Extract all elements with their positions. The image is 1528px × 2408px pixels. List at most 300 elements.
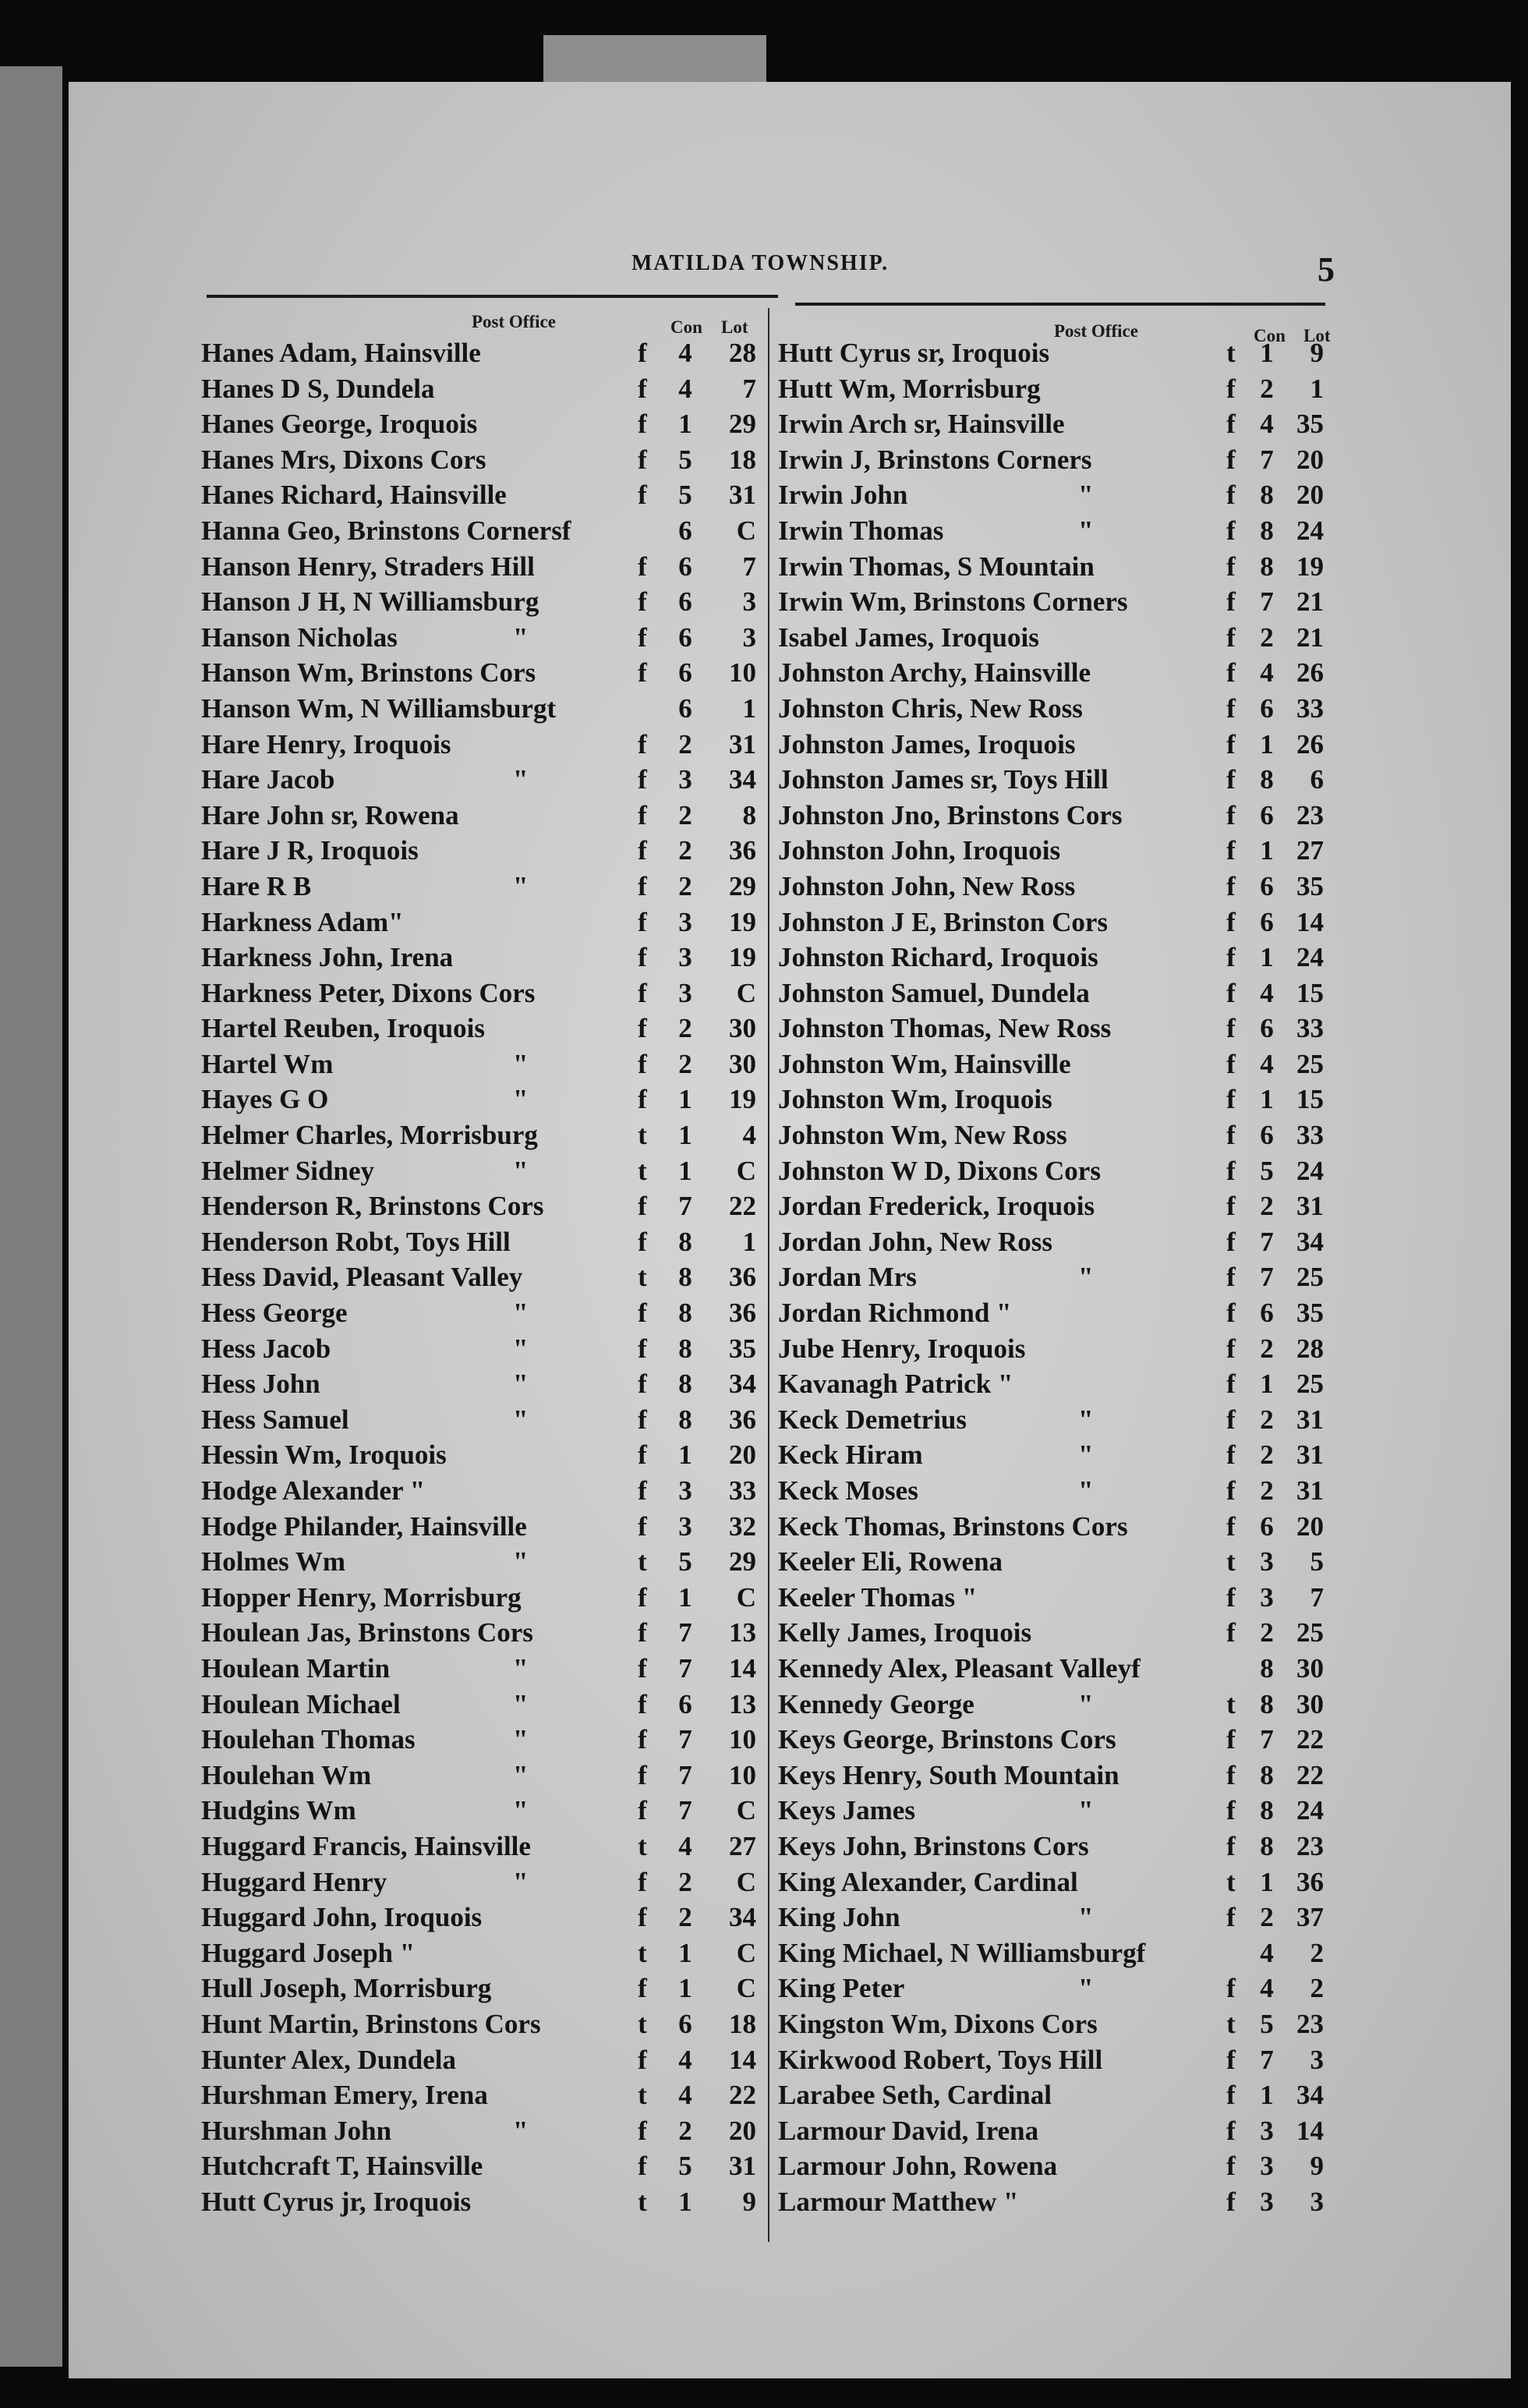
lot-number: 24: [1296, 1795, 1324, 1826]
lot-number: 2: [1310, 1937, 1324, 1968]
entry-name: King Peter: [778, 1973, 905, 2004]
scanner-tab: [543, 35, 766, 82]
concession-number: 5: [678, 444, 692, 475]
entry-name: Henderson R, Brinstons Cors: [201, 1191, 544, 1222]
concession-number: 7: [1260, 444, 1274, 475]
concession-number: 2: [1260, 1191, 1274, 1222]
entry-name: King John: [778, 1902, 900, 1933]
ditto-mark: ": [513, 1724, 529, 1755]
directory-entry: [201, 1473, 762, 1509]
ditto-mark: ": [513, 1333, 529, 1364]
directory-entry: [201, 335, 762, 371]
directory-entry: [778, 1259, 1324, 1295]
right-post-office-header: Post Office: [1054, 321, 1138, 341]
lot-number: 24: [1296, 942, 1324, 973]
concession-number: 4: [678, 2080, 692, 2111]
concession-number: 8: [1260, 551, 1274, 582]
directory-entry: [778, 1366, 1324, 1402]
lot-number: 14: [729, 2044, 756, 2075]
tenure-code: t: [638, 2186, 647, 2217]
lot-number: 25: [1296, 1617, 1324, 1648]
directory-entry: [201, 798, 762, 834]
concession-number: 7: [1260, 586, 1274, 618]
directory-entry: [201, 584, 762, 620]
tenure-code: t: [1226, 1546, 1236, 1578]
directory-entry: [201, 371, 762, 407]
tenure-code: f: [638, 1759, 647, 1790]
lot-number: 34: [1296, 2080, 1324, 2111]
entry-name: Hunt Martin, Brinstons Cors: [201, 2008, 541, 2039]
lot-number: 28: [729, 338, 756, 368]
lot-number: 36: [1296, 1866, 1324, 1897]
tenure-code: f: [638, 338, 647, 368]
lot-number: C: [736, 1155, 756, 1186]
entry-name: Keck Thomas, Brinstons Cors: [778, 1510, 1128, 1542]
directory-entry: [201, 2006, 762, 2042]
lot-number: 25: [1296, 1048, 1324, 1079]
tenure-code: f: [1226, 764, 1236, 795]
entry-name: Jordan Mrs: [778, 1262, 917, 1293]
directory-entry: [201, 905, 762, 940]
lot-number: 22: [729, 2080, 756, 2111]
ditto-mark: ": [1078, 1439, 1094, 1471]
lot-number: 14: [729, 1652, 756, 1684]
lot-number: 33: [729, 1475, 756, 1506]
tenure-code: f: [1226, 1226, 1236, 1257]
directory-entry: [778, 335, 1324, 371]
concession-number: 7: [678, 1759, 692, 1790]
tenure-code: t: [1226, 1866, 1236, 1897]
tenure-code: f: [1226, 2080, 1236, 2111]
ditto-mark: ": [1078, 1688, 1094, 1719]
entry-name: Johnston John, Iroquois: [778, 835, 1061, 866]
concession-number: 7: [1260, 1226, 1274, 1257]
entry-name: Johnston J E, Brinston Cors: [778, 906, 1109, 937]
directory-entry: [201, 1509, 762, 1545]
page-title: MATILDA TOWNSHIP.: [631, 251, 890, 275]
directory-entry: [201, 1366, 762, 1402]
concession-number: 8: [678, 1369, 692, 1400]
concession-number: 4: [1260, 1973, 1274, 2004]
lot-number: 19: [729, 1084, 756, 1115]
lot-number: 7: [742, 373, 756, 404]
concession-number: 7: [678, 1652, 692, 1684]
entry-name: Hunter Alex, Dundela: [201, 2044, 457, 2075]
entry-name: Keys George, Brinstons Cors: [778, 1724, 1116, 1755]
tenure-code: f: [1226, 692, 1236, 724]
tenure-code: f: [1226, 1902, 1236, 1933]
entry-name: Johnston Samuel, Dundela: [778, 977, 1090, 1008]
concession-number: 4: [1260, 1937, 1274, 1968]
tenure-code: f: [638, 409, 647, 440]
right-directory-column: [778, 335, 1324, 2219]
directory-entry: [778, 1437, 1324, 1473]
tenure-code: f: [1226, 835, 1236, 866]
concession-number: 2: [1260, 621, 1274, 653]
tenure-code: t: [1226, 338, 1236, 368]
lot-number: 14: [1296, 2115, 1324, 2146]
directory-entry: [778, 1153, 1324, 1189]
directory-entry: [778, 1046, 1324, 1082]
entry-name: Johnston Thomas, New Ross: [778, 1013, 1112, 1044]
concession-number: 2: [1260, 1475, 1274, 1506]
tenure-code: f: [1226, 586, 1236, 618]
directory-entry: [778, 869, 1324, 905]
lot-number: 14: [1296, 906, 1324, 937]
lot-number: 33: [1296, 1120, 1324, 1151]
ditto-mark: ": [513, 1155, 529, 1186]
entry-name: Hare R B: [201, 870, 312, 901]
entry-name: Hanna Geo, Brinstons Cornersf: [201, 515, 571, 546]
concession-number: 4: [678, 2044, 692, 2075]
entry-name: Keck Hiram: [778, 1439, 923, 1471]
entry-name: Larmour David, Irena: [778, 2115, 1039, 2146]
lot-number: 37: [1296, 1902, 1324, 1933]
tenure-code: f: [1226, 1084, 1236, 1115]
tenure-code: f: [1226, 870, 1236, 901]
lot-number: 20: [729, 2115, 756, 2146]
tenure-code: f: [638, 906, 647, 937]
concession-number: 1: [678, 409, 692, 440]
lot-number: 36: [729, 1262, 756, 1293]
lot-number: 27: [729, 1830, 756, 1861]
entry-name: Henderson Robt, Toys Hill: [201, 1226, 511, 1257]
directory-entry: [778, 1722, 1324, 1758]
lot-number: 9: [1310, 2151, 1324, 2182]
entry-name: Helmer Charles, Morrisburg: [201, 1120, 538, 1151]
tenure-code: f: [1226, 2151, 1236, 2182]
directory-entry: [778, 2077, 1324, 2113]
tenure-code: f: [638, 657, 647, 689]
tenure-code: f: [638, 1013, 647, 1044]
directory-entry: [778, 1117, 1324, 1153]
directory-entry: [201, 655, 762, 691]
directory-entry: [201, 1687, 762, 1723]
lot-number: 9: [1310, 338, 1324, 368]
concession-number: 2: [678, 799, 692, 830]
tenure-code: f: [638, 728, 647, 760]
concession-number: 7: [678, 1191, 692, 1222]
entry-name: Hodge Alexander ": [201, 1475, 426, 1506]
lot-number: 23: [1296, 799, 1324, 830]
lot-number: 18: [729, 2008, 756, 2039]
directory-entry: [778, 1651, 1324, 1687]
entry-name: Johnston Wm, Iroquois: [778, 1084, 1052, 1115]
concession-number: 2: [1260, 1404, 1274, 1435]
lot-number: 22: [729, 1191, 756, 1222]
concession-number: 1: [678, 1439, 692, 1471]
tenure-code: f: [638, 1581, 647, 1613]
lot-number: 10: [729, 1759, 756, 1790]
concession-number: 8: [1260, 1652, 1274, 1684]
directory-entry: [201, 2042, 762, 2078]
concession-number: 1: [1260, 2080, 1274, 2111]
directory-entry: [201, 1758, 762, 1794]
directory-entry: [778, 1331, 1324, 1367]
concession-number: 4: [678, 338, 692, 368]
lot-number: 23: [1296, 1830, 1324, 1861]
tenure-code: f: [1226, 409, 1236, 440]
lot-number: 19: [729, 906, 756, 937]
lot-number: 22: [1296, 1724, 1324, 1755]
directory-entry: [778, 691, 1324, 727]
entry-name: Hare J R, Iroquois: [201, 835, 419, 866]
directory-entry: [201, 1117, 762, 1153]
entry-name: Keck Moses: [778, 1475, 918, 1506]
entry-name: Jordan Frederick, Iroquois: [778, 1191, 1095, 1222]
concession-number: 2: [1260, 1333, 1274, 1364]
concession-number: 2: [1260, 373, 1274, 404]
lot-number: 33: [1296, 1013, 1324, 1044]
lot-number: C: [736, 1973, 756, 2004]
ditto-mark: ": [1078, 1262, 1094, 1293]
concession-number: 1: [1260, 338, 1274, 368]
tenure-code: f: [638, 1688, 647, 1719]
entry-name: Hanson Nicholas: [201, 621, 398, 653]
concession-number: 6: [678, 692, 692, 724]
entry-name: Irwin Thomas: [778, 515, 944, 546]
concession-number: 1: [678, 1120, 692, 1151]
right-lot-header: Lot: [1303, 326, 1331, 345]
directory-entry: [778, 1829, 1324, 1864]
directory-entry: [778, 1687, 1324, 1723]
directory-entry: [778, 905, 1324, 940]
entry-name: Hare Jacob: [201, 764, 335, 795]
tenure-code: f: [638, 977, 647, 1008]
lot-number: 35: [1296, 1298, 1324, 1329]
ditto-mark: ": [513, 1759, 529, 1790]
entry-name: Huggard Francis, Hainsville: [201, 1830, 531, 1861]
lot-number: 23: [1296, 2008, 1324, 2039]
entry-name: Keeler Eli, Rowena: [778, 1546, 1003, 1578]
directory-entry: [778, 762, 1324, 798]
entry-name: Irwin J, Brinstons Corners: [778, 444, 1092, 475]
entry-name: Houlean Martin: [201, 1652, 391, 1684]
concession-number: 8: [1260, 480, 1274, 511]
directory-entry: [201, 1580, 762, 1616]
tenure-code: f: [1226, 1298, 1236, 1329]
directory-entry: [201, 1437, 762, 1473]
tenure-code: f: [638, 373, 647, 404]
concession-number: 1: [1260, 942, 1274, 973]
directory-entry: [201, 1971, 762, 2006]
concession-number: 1: [1260, 1369, 1274, 1400]
lot-number: 31: [1296, 1191, 1324, 1222]
tenure-code: f: [1226, 1830, 1236, 1861]
concession-number: 6: [1260, 799, 1274, 830]
concession-number: 7: [1260, 1262, 1274, 1293]
entry-name: Hurshman Emery, Irena: [201, 2080, 488, 2111]
lot-number: 28: [1296, 1333, 1324, 1364]
directory-entry: [778, 549, 1324, 585]
directory-entry: [778, 2148, 1324, 2184]
tenure-code: f: [1226, 621, 1236, 653]
entry-name: Hanes D S, Dundela: [201, 373, 435, 404]
directory-entry: [201, 1544, 762, 1580]
directory-entry: [201, 1046, 762, 1082]
ditto-mark: ": [1078, 480, 1094, 511]
lot-number: 31: [729, 728, 756, 760]
entry-name: Keck Demetrius: [778, 1404, 967, 1435]
entry-name: Hayes G O: [201, 1084, 329, 1115]
tenure-code: f: [638, 1973, 647, 2004]
tenure-code: t: [1226, 2008, 1236, 2039]
concession-number: 6: [1260, 1013, 1274, 1044]
concession-number: 1: [678, 2186, 692, 2217]
entry-name: Houlehan Thomas: [201, 1724, 416, 1755]
concession-number: 8: [678, 1262, 692, 1293]
tenure-code: f: [638, 586, 647, 618]
lot-number: 35: [729, 1333, 756, 1364]
ditto-mark: ": [1078, 1973, 1094, 2004]
entry-name: Keeler Thomas ": [778, 1581, 978, 1613]
lot-number: 25: [1296, 1369, 1324, 1400]
directory-entry: [778, 1224, 1324, 1260]
concession-number: 4: [678, 373, 692, 404]
tenure-code: f: [638, 870, 647, 901]
entry-name: Huggard John, Iroquois: [201, 1902, 483, 1933]
directory-entry: [778, 406, 1324, 442]
ditto-mark: ": [513, 1298, 529, 1329]
directory-entry: [778, 477, 1324, 513]
concession-number: 2: [678, 1866, 692, 1897]
lot-number: 1: [742, 692, 756, 724]
concession-number: 2: [678, 870, 692, 901]
tenure-code: f: [1226, 2186, 1236, 2217]
directory-entry: [201, 833, 762, 869]
lot-number: 4: [742, 1120, 756, 1151]
directory-entry: [778, 1011, 1324, 1046]
concession-number: 3: [678, 977, 692, 1008]
tenure-code: f: [1226, 657, 1236, 689]
entry-name: Johnston James, Iroquois: [778, 728, 1076, 760]
directory-entry: [201, 727, 762, 763]
concession-number: 6: [1260, 870, 1274, 901]
entry-name: Harkness Peter, Dixons Cors: [201, 977, 536, 1008]
directory-entry: [778, 620, 1324, 656]
ditto-mark: ": [513, 1652, 529, 1684]
entry-name: Hopper Henry, Morrisburg: [201, 1581, 522, 1613]
ditto-mark: ": [513, 870, 529, 901]
concession-number: 4: [1260, 657, 1274, 689]
concession-number: 4: [1260, 1048, 1274, 1079]
concession-number: 2: [678, 728, 692, 760]
concession-number: 8: [1260, 1830, 1274, 1861]
directory-entry: [778, 727, 1324, 763]
tenure-code: f: [1226, 728, 1236, 760]
lot-number: 30: [1296, 1652, 1324, 1684]
tenure-code: f: [1226, 1191, 1236, 1222]
entry-name: Hare Henry, Iroquois: [201, 728, 451, 760]
directory-entry: [778, 940, 1324, 976]
right-con-header: Con: [1254, 326, 1286, 345]
directory-entry: [201, 2148, 762, 2184]
directory-entry: [201, 691, 762, 727]
directory-entry: [201, 869, 762, 905]
adjacent-page-edge: [0, 66, 62, 2367]
directory-entry: [201, 1224, 762, 1260]
tenure-code: f: [638, 1084, 647, 1115]
lot-number: 20: [1296, 480, 1324, 511]
concession-number: 6: [1260, 906, 1274, 937]
tenure-code: f: [638, 2115, 647, 2146]
tenure-code: f: [1226, 1262, 1236, 1293]
lot-number: 34: [729, 1369, 756, 1400]
concession-number: 7: [678, 1795, 692, 1826]
tenure-code: f: [1226, 1013, 1236, 1044]
tenure-code: f: [638, 2044, 647, 2075]
concession-number: 8: [678, 1333, 692, 1364]
directory-entry: [778, 1864, 1324, 1900]
tenure-code: f: [638, 1191, 647, 1222]
entry-name: Hanes Mrs, Dixons Cors: [201, 444, 486, 475]
tenure-code: f: [1226, 1759, 1236, 1790]
concession-number: 8: [1260, 515, 1274, 546]
directory-entry: [201, 1900, 762, 1935]
lot-number: 3: [742, 586, 756, 618]
concession-number: 3: [678, 906, 692, 937]
concession-number: 6: [678, 586, 692, 618]
lot-number: 27: [1296, 835, 1324, 866]
lot-number: 10: [729, 657, 756, 689]
directory-entry: [201, 1935, 762, 1971]
entry-name: Johnston Richard, Iroquois: [778, 942, 1098, 973]
directory-entry: [778, 371, 1324, 407]
directory-entry: [201, 1402, 762, 1438]
header-rule-right: [795, 303, 1325, 306]
lot-number: 31: [1296, 1404, 1324, 1435]
concession-number: 2: [678, 835, 692, 866]
directory-entry: [201, 549, 762, 585]
entry-name: Hanson Wm, N Williamsburgt: [201, 692, 557, 724]
concession-number: 4: [678, 1830, 692, 1861]
concession-number: 1: [678, 1155, 692, 1186]
lot-number: 24: [1296, 515, 1324, 546]
concession-number: 5: [1260, 2008, 1274, 2039]
entry-name: Holmes Wm: [201, 1546, 346, 1578]
concession-number: 5: [1260, 1155, 1274, 1186]
lot-number: 8: [742, 799, 756, 830]
concession-number: 6: [678, 657, 692, 689]
directory-entry: [778, 1188, 1324, 1224]
lot-number: 7: [742, 551, 756, 582]
entry-name: Irwin Thomas, S Mountain: [778, 551, 1095, 582]
lot-number: 3: [1310, 2044, 1324, 2075]
tenure-code: f: [638, 480, 647, 511]
directory-entry: [778, 1900, 1324, 1935]
entry-name: Irwin John: [778, 480, 908, 511]
directory-entry: [778, 1295, 1324, 1331]
entry-name: Houlean Jas, Brinstons Cors: [201, 1617, 533, 1648]
entry-name: Hutchcraft T, Hainsville: [201, 2151, 483, 2182]
entry-name: Houlehan Wm: [201, 1759, 372, 1790]
concession-number: 7: [1260, 2044, 1274, 2075]
concession-number: 1: [678, 1937, 692, 1968]
entry-name: Hartel Wm: [201, 1048, 334, 1079]
tenure-code: t: [638, 1830, 647, 1861]
tenure-code: t: [638, 1155, 647, 1186]
entry-name: Harkness John, Irena: [201, 942, 454, 973]
concession-number: 8: [678, 1404, 692, 1435]
lot-number: C: [736, 1795, 756, 1826]
lot-number: 2: [1310, 1973, 1324, 2004]
tenure-code: f: [638, 764, 647, 795]
concession-number: 3: [1260, 2151, 1274, 2182]
tenure-code: f: [1226, 444, 1236, 475]
concession-number: 6: [1260, 692, 1274, 724]
directory-entry: [201, 1259, 762, 1295]
lot-number: 21: [1296, 586, 1324, 618]
